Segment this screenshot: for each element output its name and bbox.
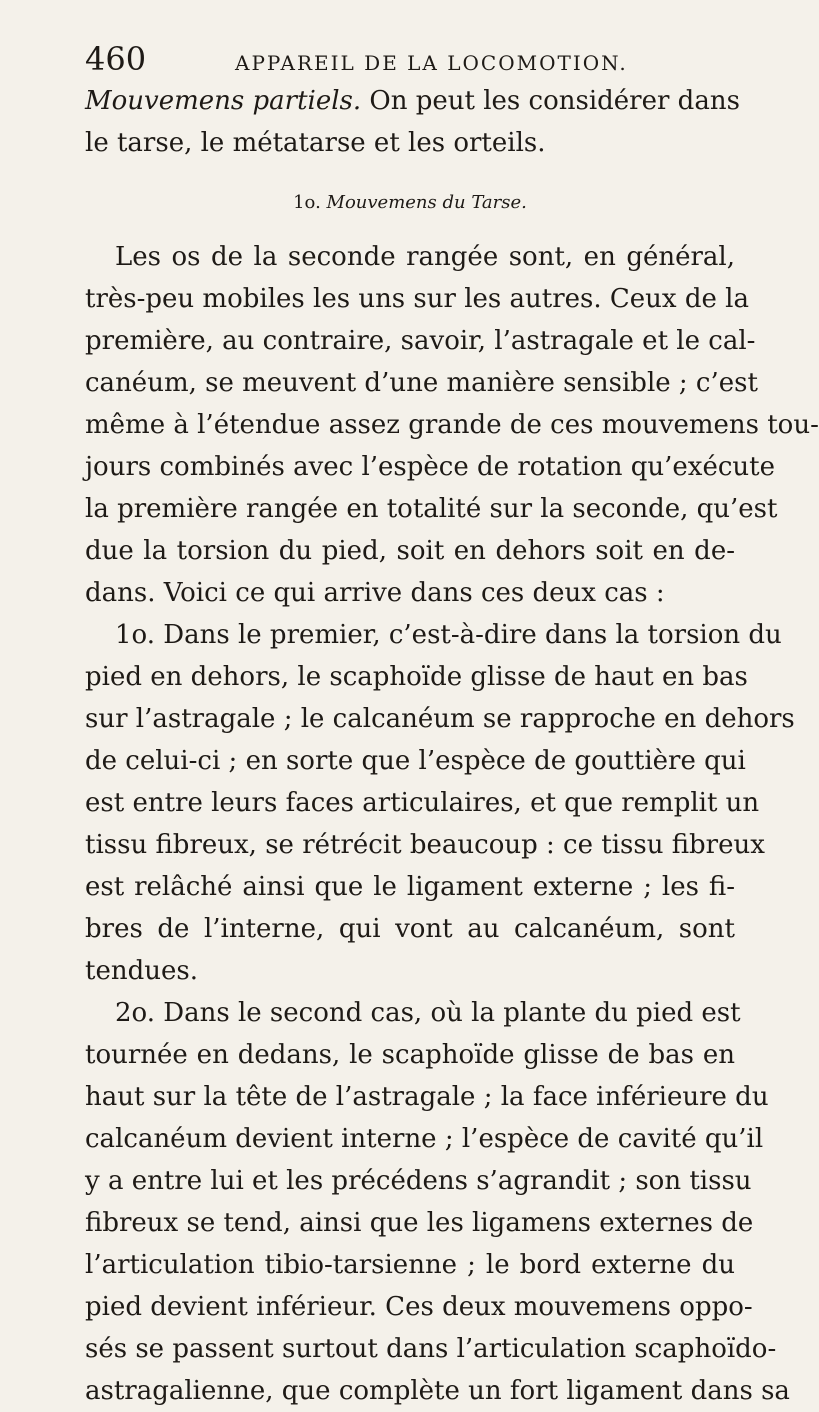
- text-line: pied devient inférieur. Ces deux mouvemens oppo-: [85, 1292, 753, 1322]
- text-line: y a entre lui et les précédens s’agrandit ; son tissu: [85, 1166, 752, 1196]
- text-line: bres de l’interne, qui vont au calcanéum, sont: [85, 914, 735, 944]
- subheading-number: 1o.: [293, 192, 321, 213]
- text-line: 1o. Dans le premier, c’est-à-dire dans la torsion du: [115, 620, 782, 650]
- text-line: calcanéum devient interne ; l’espèce de cavité qu’il: [85, 1124, 764, 1154]
- subheading: [85, 182, 735, 224]
- book-page: [85, 40, 819, 1412]
- text-line: [85, 80, 740, 122]
- text-line: canéum, se meuvent d’une manière sensible ; c’est: [85, 368, 758, 398]
- text-line: est relâché ainsi que le ligament externe ; les fi-: [85, 872, 735, 902]
- text-line: tissu fibreux, se rétrécit beaucoup : ce tissu fibreux: [85, 830, 765, 860]
- text-line: le tarse, le métatarse et les orteils.: [85, 128, 546, 158]
- text-line: l’articulation tibio-tarsienne ; le bord externe du: [85, 1250, 735, 1280]
- text-line: de celui-ci ; en sorte que l’espèce de gouttière qui: [85, 746, 746, 776]
- text-line: jours combinés avec l’espèce de rotation qu’exécute: [85, 452, 776, 482]
- text-line: la première rangée en totalité sur la seconde, qu’est: [85, 494, 778, 524]
- text-fragment: On peut les considérer dans: [361, 86, 740, 116]
- text-line: première, au contraire, savoir, l’astragale et le cal-: [85, 326, 756, 356]
- page-header: [85, 40, 735, 80]
- text-line: très-peu mobiles les uns sur les autres. Ceux de la: [85, 284, 749, 314]
- text-line: même à l’étendue assez grande de ces mouvemens tou-: [85, 410, 819, 440]
- text-line: tendues.: [85, 956, 198, 986]
- text-line: pied en dehors, le scaphoïde glisse de haut en bas: [85, 662, 748, 692]
- text-line: fibreux se tend, ainsi que les ligamens externes de: [85, 1208, 754, 1238]
- text-line: est entre leurs faces articulaires, et que remplit un: [85, 788, 760, 818]
- text-line: Les os de la seconde rangée sont, en général,: [115, 242, 735, 272]
- text-line: due la torsion du pied, soit en dehors soit en de-: [85, 536, 735, 566]
- subheading-title: Mouvemens du Tarse.: [326, 192, 527, 213]
- text-line: dans. Voici ce qui arrive dans ces deux cas :: [85, 578, 665, 608]
- text-line: haut sur la tête de l’astragale ; la face inférieure du: [85, 1082, 769, 1112]
- section-title: Mouvemens partiels.: [85, 86, 362, 116]
- text-line: 2o. Dans le second cas, où la plante du pied est: [115, 998, 741, 1028]
- text-line: tournée en dedans, le scaphoïde glisse de bas en: [85, 1040, 735, 1070]
- running-head: APPAREIL DE LA LOCOMOTION.: [235, 51, 628, 75]
- text-line: sur l’astragale ; le calcanéum se rapproche en dehors: [85, 704, 795, 734]
- text-line: sés se passent surtout dans l’articulation scaphoïdo-: [85, 1334, 777, 1364]
- text-line: astragalienne, que complète un fort ligament dans sa: [85, 1376, 790, 1406]
- page-number: 460: [85, 40, 147, 78]
